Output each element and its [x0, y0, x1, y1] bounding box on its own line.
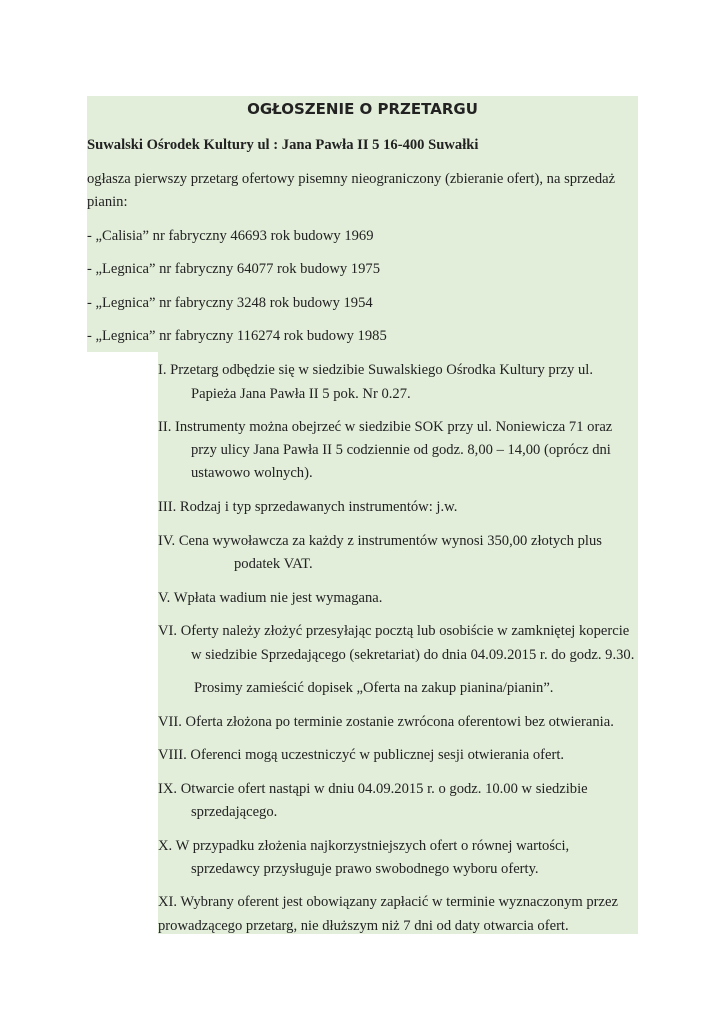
condition-i: I. Przetarg odbędzie się w siedzibie Suwalskiego Ośrodka Kultury przy ul.	[158, 362, 594, 378]
condition-iii: III. Rodzaj i typ sprzedawanych instrumentów: j.w.	[158, 499, 458, 515]
condition-v: V. Wpłata wadium nie jest wymagana.	[158, 590, 383, 606]
condition-ii-continued: przy ulicy Jana Pawła II 5 codziennie od godz. 8,00 – 14,00 (oprócz dni	[191, 442, 611, 458]
document-title: OGŁOSZENIE O PRZETARGU	[247, 100, 478, 118]
intro-line-2: pianin:	[87, 194, 128, 210]
condition-x: X. W przypadku złożenia najkorzystniejszych ofert o równej wartości,	[158, 838, 570, 854]
condition-vi-continued: w siedzibie Sprzedającego (sekretariat) do dnia 04.09.2015 r. do godz. 9.30.	[191, 647, 635, 663]
condition-vi-note: Prosimy zamieścić dopisek „Oferta na zakup pianina/pianin”.	[194, 680, 554, 696]
condition-xi: XI. Wybrany oferent jest obowiązany zapłacić w terminie wyznaczonym przez	[158, 894, 618, 910]
condition-xi-continued: prowadzącego przetarg, nie dłuższym niż 7 dni od daty otwarcia ofert.	[158, 918, 569, 934]
piano-item: - „Legnica” nr fabryczny 116274 rok budowy 1985	[87, 328, 387, 344]
condition-iv-continued: podatek VAT.	[234, 556, 313, 572]
condition-i-continued: Papieża Jana Pawła II 5 pok. Nr 0.27.	[191, 386, 411, 402]
condition-x-continued: sprzedawcy przysługuje prawo swobodnego wyboru oferty.	[191, 861, 539, 877]
condition-vii: VII. Oferta złożona po terminie zostanie zwrócona oferentowi bez otwierania.	[158, 714, 614, 730]
condition-ix-continued: sprzedającego.	[191, 804, 278, 820]
condition-vi: VI. Oferty należy złożyć przesyłając pocztą lub osobiście w zamkniętej kopercie	[158, 623, 630, 639]
condition-ii-continued: ustawowo wolnych).	[191, 465, 313, 481]
condition-ii: II. Instrumenty można obejrzeć w siedzibie SOK przy ul. Noniewicza 71 oraz	[158, 419, 613, 435]
condition-viii: VIII. Oferenci mogą uczestniczyć w publicznej sesji otwierania ofert.	[158, 747, 565, 763]
intro-line-1: ogłasza pierwszy przetarg ofertowy pisemny nieograniczony (zbieranie ofert), na sprzedaż	[87, 171, 616, 187]
piano-item: - „Legnica” nr fabryczny 64077 rok budowy 1975	[87, 261, 380, 277]
organizer-line: Suwalski Ośrodek Kultury ul : Jana Pawła II 5 16-400 Suwałki	[87, 137, 479, 153]
condition-ix: IX. Otwarcie ofert nastąpi w dniu 04.09.2015 r. o godz. 10.00 w siedzibie	[158, 781, 588, 797]
piano-item: - „Legnica” nr fabryczny 3248 rok budowy 1954	[87, 295, 373, 311]
condition-iv: IV. Cena wywoławcza za każdy z instrumentów wynosi 350,00 złotych plus	[158, 533, 602, 549]
piano-item: - „Calisia” nr fabryczny 46693 rok budowy 1969	[87, 228, 374, 244]
